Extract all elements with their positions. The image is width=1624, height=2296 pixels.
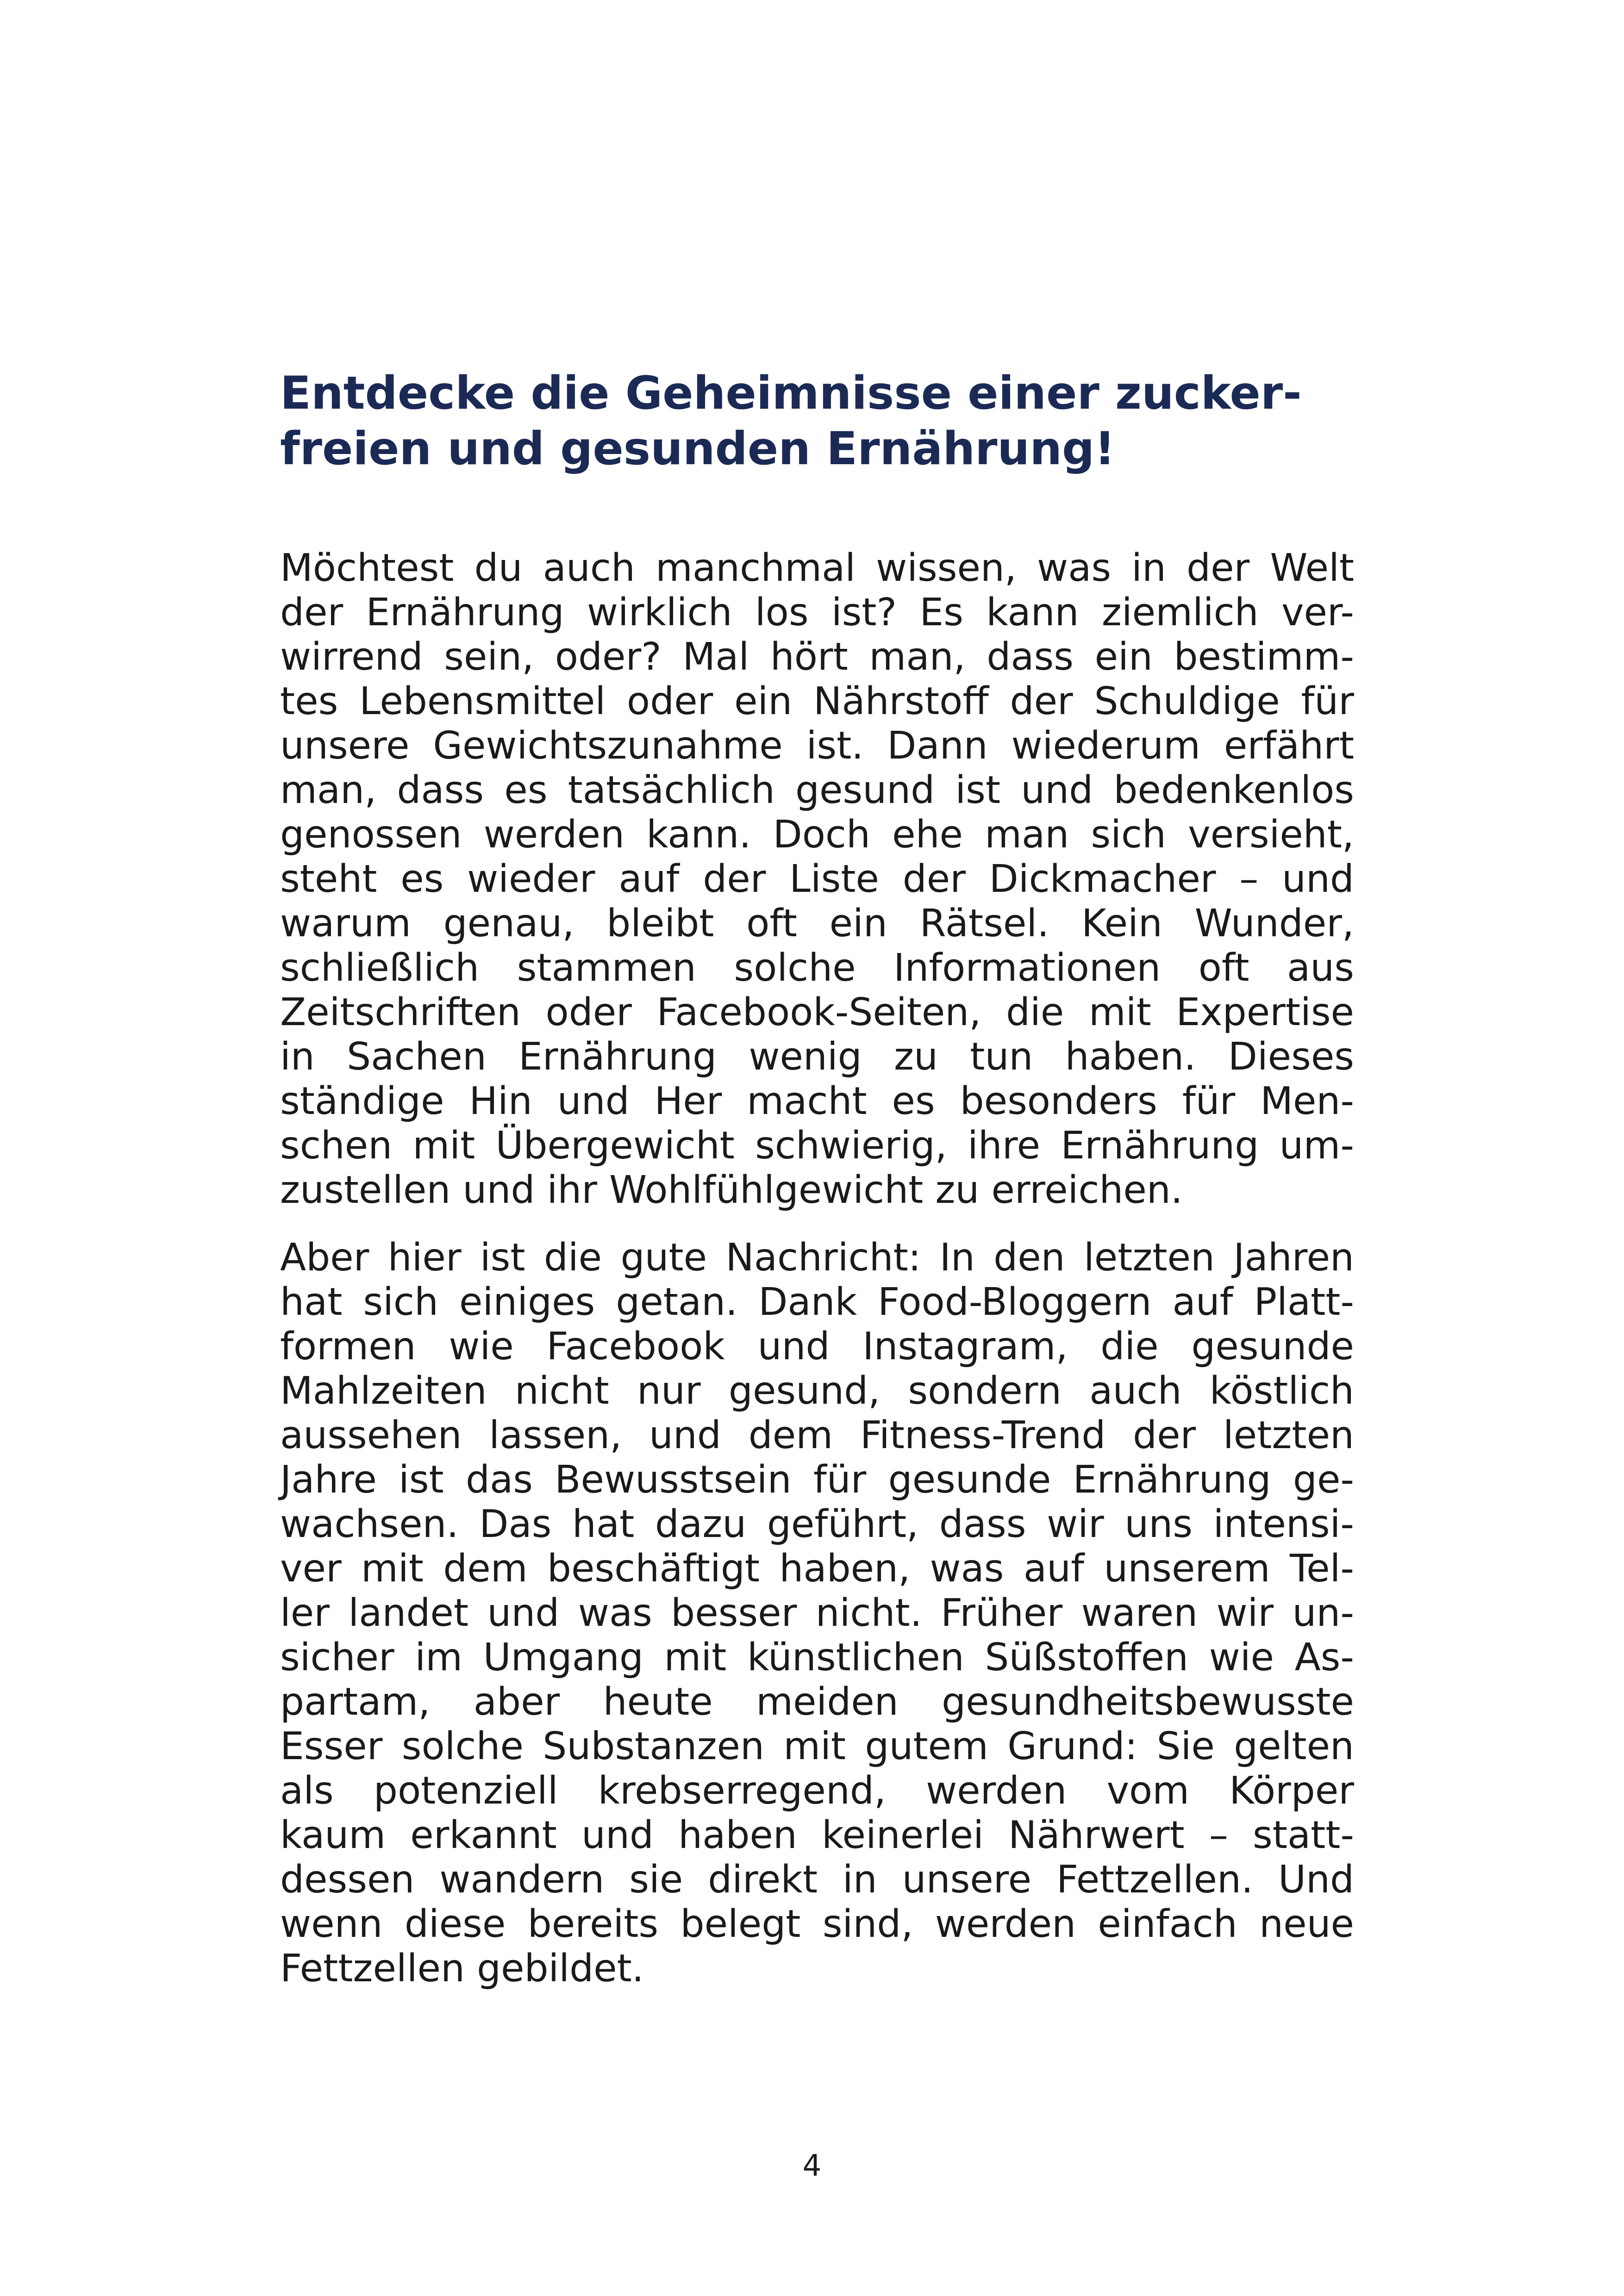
text-line: zustellen und ihr Wohlfühlgewicht zu erreichen. <box>280 1168 1183 1212</box>
text-line: tes Lebensmittel oder ein Nährstoff der Schuldige für <box>280 679 1354 723</box>
text-line: sicher im Umgang mit künstlichen Süßstoffen wie As- <box>280 1636 1354 1680</box>
text-line: unsere Gewichtszunahme ist. Dann wiederum erfährt <box>280 724 1354 768</box>
text-line: Fettzellen gebildet. <box>280 1947 644 1991</box>
text-line: ständige Hin und Her macht es besonders für Men- <box>280 1079 1354 1123</box>
heading-line: Entdecke die Geheimnisse einer zucker- <box>280 367 1302 420</box>
text-line: man, dass es tatsächlich gesund ist und bedenkenlos <box>280 768 1354 812</box>
text-line: Möchtest du auch manchmal wissen, was in der Welt <box>280 546 1354 590</box>
text-line: Aber hier ist die gute Nachricht: In den letzten Jahren <box>280 1236 1354 1280</box>
text-line: als potenziell krebserregend, werden vom Körper <box>280 1769 1354 1813</box>
page-content <box>280 366 1354 2014</box>
text-line: aussehen lassen, und dem Fitness-Trend der letzten <box>280 1413 1354 1457</box>
text-line: der Ernährung wirklich los ist? Es kann ziemlich ver- <box>280 591 1354 635</box>
text-line: in Sachen Ernährung wenig zu tun haben. Dieses <box>280 1035 1354 1079</box>
text-line: genossen werden kann. Doch ehe man sich versieht, <box>280 813 1354 857</box>
text-line: warum genau, bleibt oft ein Rätsel. Kein Wunder, <box>280 902 1354 946</box>
text-line: Jahre ist das Bewusstsein für gesunde Ernährung ge- <box>280 1458 1354 1502</box>
text-line: formen wie Facebook und Instagram, die gesunde <box>280 1325 1354 1369</box>
text-line: ver mit dem beschäftigt haben, was auf unserem Tel- <box>280 1547 1354 1591</box>
text-line: hat sich einiges getan. Dank Food-Bloggern auf Platt- <box>280 1280 1354 1324</box>
text-line: steht es wieder auf der Liste der Dickmacher – und <box>280 857 1354 901</box>
body-paragraph <box>280 1236 1354 1991</box>
text-line: wenn diese bereits belegt sind, werden einfach neue <box>280 1902 1354 1946</box>
text-line: Esser solche Substanzen mit gutem Grund: Sie gelten <box>280 1724 1354 1768</box>
heading-line: freien und gesunden Ernährung! <box>280 423 1115 475</box>
text-line: dessen wandern sie direkt in unsere Fettzellen. Und <box>280 1858 1354 1902</box>
text-line: Zeitschriften oder Facebook-Seiten, die mit Expertise <box>280 990 1354 1034</box>
text-line: kaum erkannt und haben keinerlei Nährwert – statt- <box>280 1813 1354 1857</box>
text-line: partam, aber heute meiden gesundheitsbewusste <box>280 1680 1354 1724</box>
text-line: Mahlzeiten nicht nur gesund, sondern auch köstlich <box>280 1369 1354 1413</box>
page-number: 4 <box>802 2149 822 2183</box>
text-line: schen mit Übergewicht schwierig, ihre Ernährung um- <box>280 1124 1354 1168</box>
text-line: wachsen. Das hat dazu geführt, dass wir uns intensi- <box>280 1502 1354 1546</box>
text-line: schließlich stammen solche Informationen oft aus <box>280 946 1354 990</box>
text-line: ler landet und was besser nicht. Früher waren wir un- <box>280 1591 1354 1635</box>
body-paragraph <box>280 546 1354 1213</box>
text-line: wirrend sein, oder? Mal hört man, dass ein bestimm- <box>280 635 1354 679</box>
chapter-heading <box>280 366 1354 477</box>
